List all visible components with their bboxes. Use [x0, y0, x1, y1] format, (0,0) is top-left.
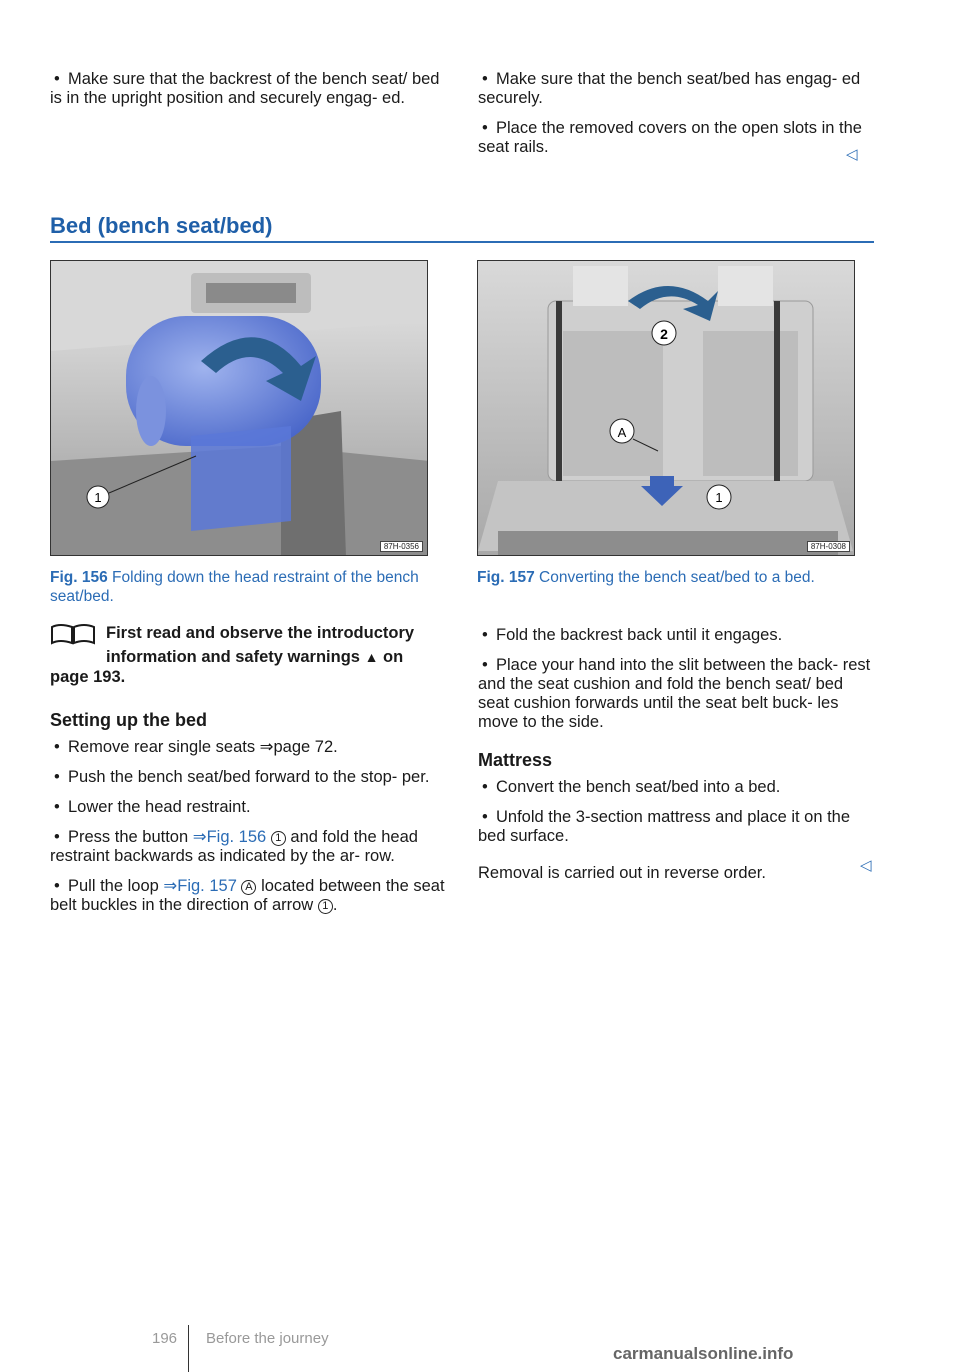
figure-link[interactable]: ⇒Fig. 156	[192, 828, 267, 846]
subheading-setting-up: Setting up the bed	[50, 710, 207, 730]
figure-link[interactable]: ⇒Fig. 157	[163, 877, 237, 895]
end-of-section-icon: ◁	[846, 146, 858, 163]
bench-bed-illustration	[478, 261, 855, 556]
conversion-steps	[478, 626, 873, 743]
head-restraint-illustration	[51, 261, 428, 556]
marker-1: 1	[94, 490, 102, 505]
warning-note: First read and observe the introductory information and safety warnings ▲ on page 193.	[50, 624, 415, 686]
list-item: • Make sure that the bench seat/bed has engag- ed securely.	[478, 70, 861, 107]
watermark: carmanualsonline.info	[613, 1344, 794, 1363]
figure-caption-156: Fig. 156 Folding down the head restraint of the bench seat/bed.	[50, 569, 419, 605]
footer-divider	[188, 1325, 189, 1372]
list-item: • Push the bench seat/bed forward to the stop- per.	[54, 768, 430, 786]
figure-code: 87H-0308	[807, 541, 850, 552]
list-item: • Unfold the 3-section mattress and place it on the bed surface.	[478, 808, 851, 845]
list-item: • Press the button ⇒Fig. 156 1 and fold the head restraint backwards as indicated by the ar- row.	[50, 828, 418, 865]
figure-157	[477, 260, 855, 556]
page-number: 196	[152, 1330, 178, 1347]
removal-note: Removal is carried out in reverse order.	[478, 864, 766, 882]
list-item: • Pull the loop ⇒Fig. 157 A located between the seat belt buckles in the direction of arrow 1 .	[50, 877, 445, 914]
list-item: • Lower the head restraint.	[54, 798, 251, 816]
figure-156	[50, 260, 428, 556]
subheading-mattress: Mattress	[478, 750, 553, 770]
list-item: • Convert the bench seat/bed into a bed.	[482, 778, 781, 796]
list-item: • Place your hand into the slit between the back- rest and the seat cushion and fold the bench seat/ bed seat cushion forwards until the seat belt buck- les move to the side.	[478, 656, 871, 731]
marker-1: 1	[715, 490, 723, 505]
figure-caption-157: Fig. 157 Converting the bench seat/bed to a bed.	[477, 569, 815, 586]
setting-up-list	[50, 738, 445, 926]
warning-triangle-icon: ▲	[364, 649, 379, 665]
section-title: Bed (bench seat/bed)	[50, 213, 273, 238]
mattress-list	[478, 778, 873, 883]
intro-right	[478, 70, 873, 168]
list-item: • Place the removed covers on the open slots in the seat rails.	[478, 119, 862, 156]
marker-a: A	[617, 425, 627, 440]
list-item: • Fold the backrest back until it engages.	[482, 626, 783, 644]
end-of-section-icon: ◁	[860, 857, 872, 874]
chapter-title: Before the journey	[206, 1330, 329, 1347]
section-divider	[50, 241, 874, 243]
intro-left	[50, 70, 445, 119]
book-icon	[50, 623, 98, 647]
marker-2: 2	[660, 326, 668, 342]
figure-code: 87H-0356	[380, 541, 423, 552]
list-item: • Make sure that the backrest of the bench seat/ bed is in the upright position and securely engag- ed.	[50, 70, 440, 107]
list-item: • Remove rear single seats ⇒page 72.	[54, 738, 338, 756]
